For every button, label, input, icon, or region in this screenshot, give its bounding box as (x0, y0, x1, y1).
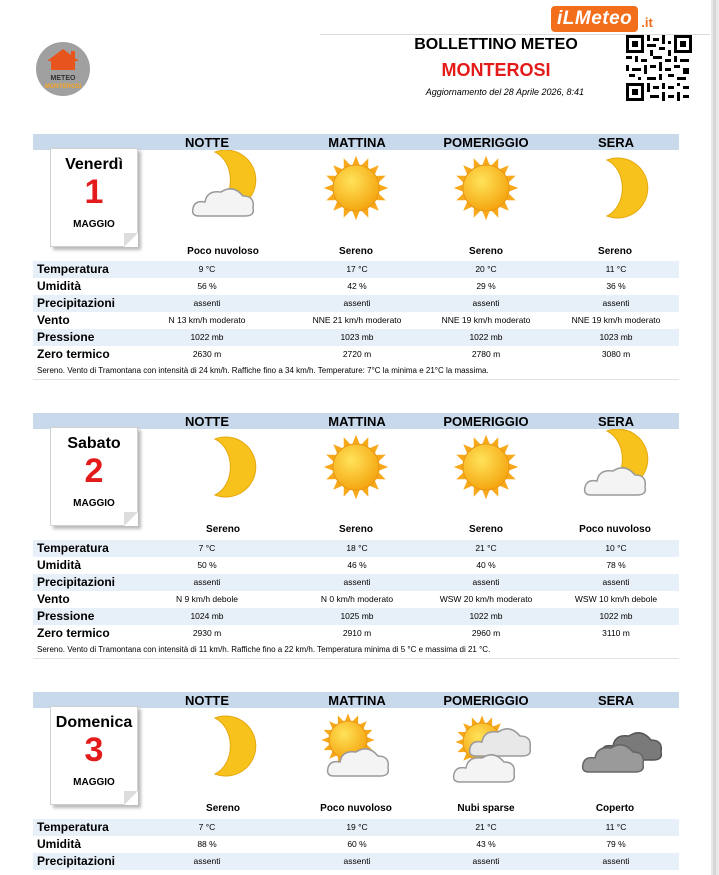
day-description: Sereno. Vento di Tramontana con intensità di 11 km/h. Raffiche fino a 22 km/h. Temperatura minima di 5 °C e massima di 21 °C. (37, 645, 491, 654)
cell-precipitazioni: assenti (193, 577, 221, 587)
condition-label: Poco nuvoloso (320, 803, 392, 814)
day-number: 3 (84, 731, 104, 769)
phase-label: POMERIGGIO (443, 135, 529, 150)
data-row-precipitazioni (33, 574, 679, 591)
cell-temperatura: 19 °C (346, 822, 368, 832)
moon-icon (549, 150, 681, 234)
condition-label: Poco nuvoloso (187, 246, 259, 257)
day-card (50, 706, 138, 805)
row-label: Pressione (37, 330, 95, 344)
condition-label: Sereno (598, 246, 632, 257)
cell-zero_termico: 2910 m (342, 628, 372, 638)
phase-label: NOTTE (184, 693, 230, 708)
phase-label: SERA (597, 693, 635, 708)
cell-umidita: 56 % (197, 281, 217, 291)
ilmeteo-brand: iLMeteo (551, 6, 638, 32)
cell-pressione: 1024 mb (190, 611, 224, 621)
weather-icon-cell (290, 708, 422, 792)
sun-icon (290, 150, 422, 234)
cell-temperatura: 10 °C (605, 543, 627, 553)
cell-temperatura: 17 °C (346, 264, 368, 274)
cell-vento: WSW 20 km/h moderato (439, 594, 533, 604)
data-row-precipitazioni (33, 295, 679, 312)
cell-umidita: 46 % (347, 560, 367, 570)
cell-umidita: 40 % (476, 560, 496, 570)
weather-icon-cell (420, 150, 552, 234)
weather-icon-cell (290, 429, 422, 513)
cell-zero_termico: 2780 m (471, 349, 501, 359)
cell-precipitazioni: assenti (472, 577, 500, 587)
condition-label: Poco nuvoloso (579, 524, 651, 535)
sun-icon (420, 429, 552, 513)
cell-vento: N 13 km/h moderato (168, 315, 246, 325)
row-label: Temperatura (37, 262, 109, 276)
cell-umidita: 36 % (606, 281, 626, 291)
row-label: Vento (37, 592, 70, 606)
cell-umidita: 42 % (347, 281, 367, 291)
cell-vento: NNE 19 km/h moderato (441, 315, 531, 325)
cell-zero_termico: 2720 m (342, 349, 372, 359)
cell-vento: N 0 km/h moderato (320, 594, 394, 604)
phase-label: POMERIGGIO (443, 693, 529, 708)
phase-label: SERA (597, 135, 635, 150)
row-label: Precipitazioni (37, 296, 116, 310)
cell-umidita: 43 % (476, 839, 496, 849)
weather-icon-cell (420, 708, 552, 792)
cell-temperatura: 21 °C (475, 822, 497, 832)
scrollbar-track[interactable] (711, 0, 719, 875)
house-icon (45, 48, 81, 70)
condition-label: Sereno (469, 246, 503, 257)
cell-precipitazioni: assenti (343, 577, 371, 587)
cell-temperatura: 7 °C (198, 822, 216, 832)
cell-umidita: 79 % (606, 839, 626, 849)
phase-label: SERA (597, 414, 635, 429)
day-name: Sabato (67, 435, 121, 452)
sun-cloud-icon (290, 708, 422, 792)
row-label: Zero termico (37, 626, 110, 640)
cell-precipitazioni: assenti (602, 298, 630, 308)
phase-label: MATTINA (328, 135, 386, 150)
condition-label: Sereno (339, 246, 373, 257)
cell-vento: N 9 km/h debole (176, 594, 238, 604)
data-row-temperatura (33, 540, 679, 557)
day-month: MAGGIO (73, 219, 115, 230)
cell-temperatura: 11 °C (605, 822, 627, 832)
row-label: Pressione (37, 609, 95, 623)
cell-precipitazioni: assenti (472, 298, 500, 308)
update-timestamp: Aggiornamento del 28 Aprile 2026, 8:41 (425, 87, 584, 97)
description-divider (33, 379, 679, 380)
day-description: Sereno. Vento di Tramontana con intensità di 24 km/h. Raffiche fino a 34 km/h. Temperature: 7°C la minima e 21°C la massima. (37, 366, 489, 375)
day-card (50, 427, 138, 526)
phase-label: NOTTE (184, 135, 230, 150)
row-label: Umidità (37, 558, 82, 572)
row-label: Umidità (37, 837, 82, 851)
condition-label: Nubi sparse (457, 803, 515, 814)
sun-icon (420, 150, 552, 234)
cell-precipitazioni: assenti (602, 856, 630, 866)
data-row-vento (33, 591, 679, 608)
data-row-umidita (33, 557, 679, 574)
page-title: BOLLETTINO METEO (414, 36, 578, 53)
moon-icon (157, 708, 289, 792)
weather-icon-cell (290, 150, 422, 234)
cell-temperatura: 20 °C (475, 264, 497, 274)
condition-label: Sereno (339, 524, 373, 535)
city-name: MONTEROSI (441, 60, 551, 80)
description-divider (33, 658, 679, 659)
cell-temperatura: 11 °C (605, 264, 627, 274)
cell-pressione: 1022 mb (599, 611, 633, 621)
logo-subtext: MONTEROSI (44, 84, 82, 90)
ilmeteo-brand-suffix: .it (641, 15, 653, 30)
cell-zero_termico: 3080 m (601, 349, 631, 359)
condition-label: Sereno (206, 524, 240, 535)
phase-label: POMERIGGIO (443, 414, 529, 429)
data-row-umidita (33, 278, 679, 295)
cell-pressione: 1022 mb (469, 332, 503, 342)
sun-clouds-icon (420, 708, 552, 792)
day-number: 2 (84, 452, 104, 490)
data-row-temperatura (33, 819, 679, 836)
cell-precipitazioni: assenti (193, 856, 221, 866)
row-label: Temperatura (37, 820, 109, 834)
data-row-umidita (33, 836, 679, 853)
cell-umidita: 29 % (476, 281, 496, 291)
overcast-icon (549, 708, 681, 792)
cell-temperatura: 7 °C (198, 543, 216, 553)
cell-vento: WSW 10 km/h debole (574, 594, 658, 604)
cell-temperatura: 9 °C (198, 264, 216, 274)
phase-label: NOTTE (184, 414, 230, 429)
cell-precipitazioni: assenti (602, 577, 630, 587)
cell-umidita: 88 % (197, 839, 217, 849)
weather-icon-cell (157, 429, 289, 513)
row-label: Umidità (37, 279, 82, 293)
day-month: MAGGIO (73, 777, 115, 788)
day-name: Domenica (55, 714, 133, 731)
city-logo (36, 42, 90, 96)
weather-icon-cell (549, 150, 681, 234)
sun-icon (290, 429, 422, 513)
data-row-vento (33, 312, 679, 329)
card-fold (124, 512, 138, 526)
day-card (50, 148, 138, 247)
cell-vento: NNE 19 km/h moderato (571, 315, 661, 325)
card-fold (124, 791, 138, 805)
row-label: Precipitazioni (37, 575, 116, 589)
weather-icon-cell (549, 708, 681, 792)
cell-precipitazioni: assenti (343, 856, 371, 866)
condition-label: Sereno (469, 524, 503, 535)
row-label: Precipitazioni (37, 854, 116, 868)
row-label: Vento (37, 313, 70, 327)
logo-text: METEO (50, 75, 76, 82)
weather-icon-cell (420, 429, 552, 513)
cell-precipitazioni: assenti (472, 856, 500, 866)
cell-zero_termico: 3110 m (602, 628, 630, 638)
ilmeteo-logo[interactable] (551, 6, 653, 32)
row-label: Zero termico (37, 347, 110, 361)
phase-label: MATTINA (328, 414, 386, 429)
moon-cloud-icon (549, 429, 681, 513)
data-row-zero_termico (33, 625, 679, 642)
cell-zero_termico: 2630 m (192, 349, 222, 359)
cell-precipitazioni: assenti (193, 298, 221, 308)
data-row-precipitazioni (33, 853, 679, 870)
data-row-zero_termico (33, 346, 679, 363)
cell-zero_termico: 2960 m (471, 628, 501, 638)
day-number: 1 (84, 173, 104, 211)
cell-vento: NNE 21 km/h moderato (312, 315, 402, 325)
cell-temperatura: 21 °C (475, 543, 497, 553)
data-row-pressione (33, 329, 679, 346)
day-name: Venerdì (65, 156, 123, 173)
cell-pressione: 1023 mb (599, 332, 633, 342)
scrollbar-thumb[interactable] (713, 0, 716, 875)
cell-umidita: 60 % (347, 839, 367, 849)
qr-code-icon (626, 35, 692, 101)
cell-umidita: 50 % (197, 560, 217, 570)
condition-label: Sereno (206, 803, 240, 814)
cell-umidita: 78 % (606, 560, 626, 570)
weather-icon-cell (157, 708, 289, 792)
cell-zero_termico: 2930 m (192, 628, 222, 638)
phase-label: MATTINA (328, 693, 386, 708)
condition-label: Coperto (595, 803, 635, 814)
data-row-pressione (33, 608, 679, 625)
day-month: MAGGIO (73, 498, 115, 509)
row-label: Temperatura (37, 541, 109, 555)
moon-icon (157, 429, 289, 513)
weather-icon-cell (549, 429, 681, 513)
cell-precipitazioni: assenti (343, 298, 371, 308)
data-row-temperatura (33, 261, 679, 278)
card-fold (124, 233, 138, 247)
cell-temperatura: 18 °C (346, 543, 368, 553)
weather-icon-cell (157, 150, 289, 234)
cell-pressione: 1022 mb (469, 611, 503, 621)
cell-pressione: 1025 mb (340, 611, 374, 621)
cell-pressione: 1023 mb (340, 332, 374, 342)
moon-cloud-icon (157, 150, 289, 234)
cell-pressione: 1022 mb (190, 332, 224, 342)
